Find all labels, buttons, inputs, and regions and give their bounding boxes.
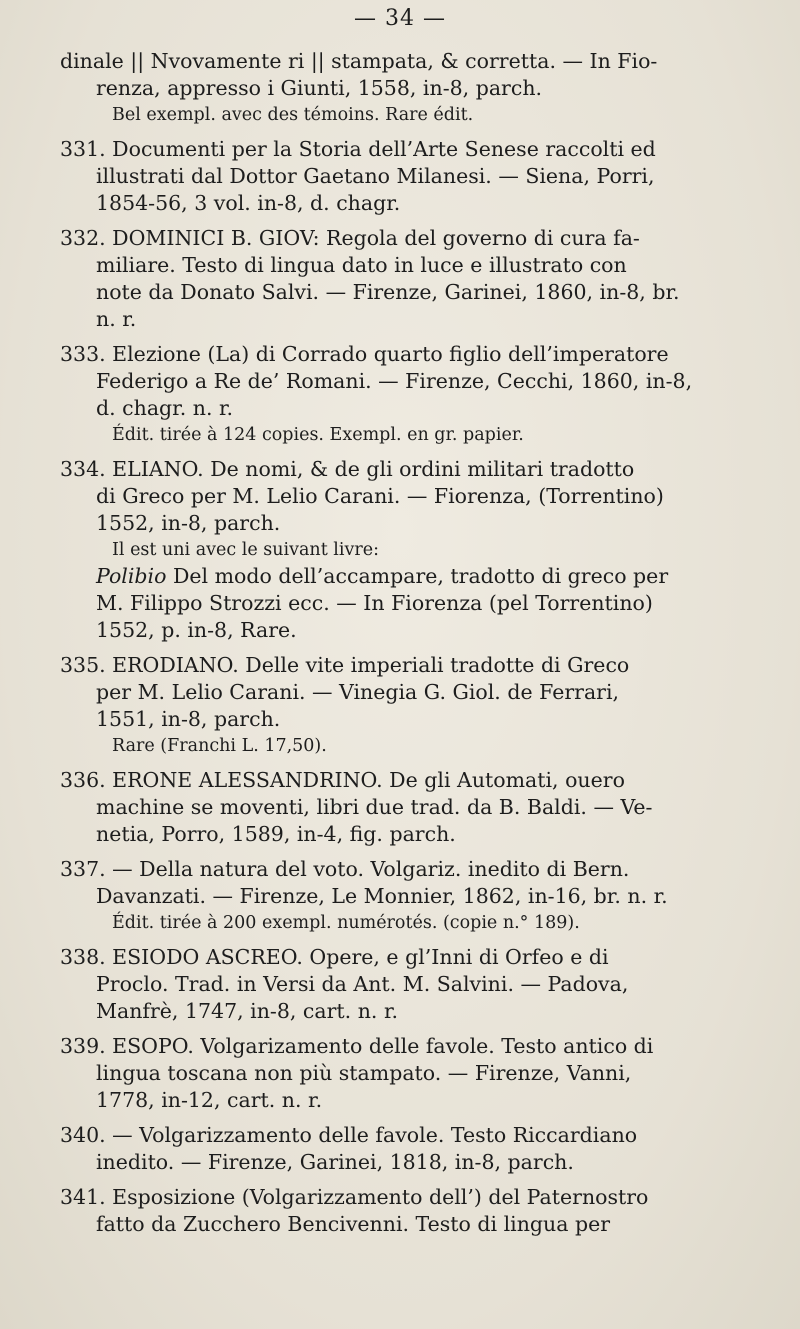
entry-line: d. chagr. n. r. (96, 396, 234, 420)
entry-line: illustrati dal Dottor Gaetano Milanesi. — Siena, Porri, (96, 164, 655, 188)
catalogue-entry (60, 652, 780, 759)
entry-line: n. r. (96, 307, 137, 331)
entry-line: per M. Lelio Carani. — Vinegia G. Giol. de Ferrari, (96, 680, 620, 704)
entry-line: machine se moventi, libri due trad. da B. Baldi. — Ve- (96, 795, 653, 819)
entry-note: Rare (Franchi L. 17,50). (112, 736, 327, 756)
entry-line: 337. — Della natura del voto. Volgariz. inedito di Bern. (60, 857, 630, 881)
entry-line: Davanzati. — Firenze, Le Monnier, 1862, in-16, br. n. r. (96, 884, 668, 908)
entry-line: 341. Esposizione (Volgarizzamento dell’) del Paternostro (60, 1185, 649, 1209)
catalogue-entry (60, 136, 780, 217)
entry-line: 1551, in-8, parch. (96, 707, 281, 731)
entry-line: 336. ERONE ALESSANDRINO. De gli Automati, ouero (60, 768, 625, 792)
catalogue-entry (60, 1122, 780, 1176)
entry-note: Édit. tirée à 200 exempl. numérotés. (copie n.° 189). (112, 913, 580, 933)
entry-line: 1854-56, 3 vol. in-8, d. chagr. (96, 191, 401, 215)
entry-line: 333. Elezione (La) di Corrado quarto figlio dell’imperatore (60, 342, 669, 366)
entry-line: renza, appresso i Giunti, 1558, in-8, parch. (96, 76, 543, 100)
catalogue-entry (60, 1033, 780, 1114)
entry-line: 339. ESOPO. Volgarizamento delle favole. Testo antico di (60, 1034, 654, 1058)
entry-line: fatto da Zucchero Bencivenni. Testo di lingua per (96, 1212, 611, 1236)
entry-line: note da Donato Salvi. — Firenze, Garinei, 1860, in-8, br. (96, 280, 680, 304)
page-number: — 34 — (354, 6, 446, 31)
entry-line: 338. ESIODO ASCREO. Opere, e gl’Inni di Orfeo e di (60, 945, 609, 969)
entry-note: Édit. tirée à 124 copies. Exempl. en gr. papier. (112, 425, 524, 445)
entry-line: 340. — Volgarizzamento delle favole. Testo Riccardiano (60, 1123, 638, 1147)
entry-note: Il est uni avec le suivant livre: (112, 540, 379, 560)
entry-sub-line: 1552, p. in-8, Rare. (96, 618, 297, 642)
entry-line: miliare. Testo di lingua dato in luce e illustrato con (96, 253, 627, 277)
catalogue-entry (60, 456, 780, 644)
entry-line: lingua toscana non più stampato. — Firenze, Vanni, (96, 1061, 632, 1085)
entry-note: Bel exempl. avec des témoins. Rare édit. (112, 105, 474, 125)
entry-line: Manfrè, 1747, in-8, cart. n. r. (96, 999, 399, 1023)
entry-line: 334. ELIANO. De nomi, & de gli ordini militari tradotto (60, 457, 635, 481)
entry-line: Proclo. Trad. in Versi da Ant. M. Salvini. — Padova, (96, 972, 629, 996)
sub-entry-title: Polibio (96, 564, 167, 588)
catalogue-entry (60, 341, 780, 448)
catalogue-entries (60, 48, 780, 1246)
entry-line: 331. Documenti per la Storia dell’Arte Senese raccolti ed (60, 137, 656, 161)
entry-line: 1552, in-8, parch. (96, 511, 281, 535)
catalogue-entry (60, 225, 780, 333)
entry-line: di Greco per M. Lelio Carani. — Fiorenza, (Torrentino) (96, 484, 664, 508)
entry-line: 335. ERODIANO. Delle vite imperiali tradotte di Greco (60, 653, 630, 677)
entry-line: 332. DOMINICI B. GIOV: Regola del governo di cura fa- (60, 226, 640, 250)
entry-line: Federigo a Re de’ Romani. — Firenze, Cecchi, 1860, in-8, (96, 369, 693, 393)
entry-sub-line: M. Filippo Strozzi ecc. — In Fiorenza (pel Torrentino) (96, 591, 653, 615)
catalogue-entry (60, 1184, 780, 1238)
entry-line: inedito. — Firenze, Garinei, 1818, in-8, parch. (96, 1150, 574, 1174)
catalogue-entry (60, 944, 780, 1025)
catalogue-entry (60, 48, 780, 128)
entry-line: dinale || Nvovamente ri || stampata, & corretta. — In Fio- (60, 49, 658, 73)
catalogue-entry (60, 767, 780, 848)
entry-line: netia, Porro, 1589, in-4, fig. parch. (96, 822, 456, 846)
entry-line: 1778, in-12, cart. n. r. (96, 1088, 323, 1112)
entry-sub-line: Polibio Del modo dell’accampare, tradotto di greco per (96, 564, 669, 588)
catalogue-entry (60, 856, 780, 936)
